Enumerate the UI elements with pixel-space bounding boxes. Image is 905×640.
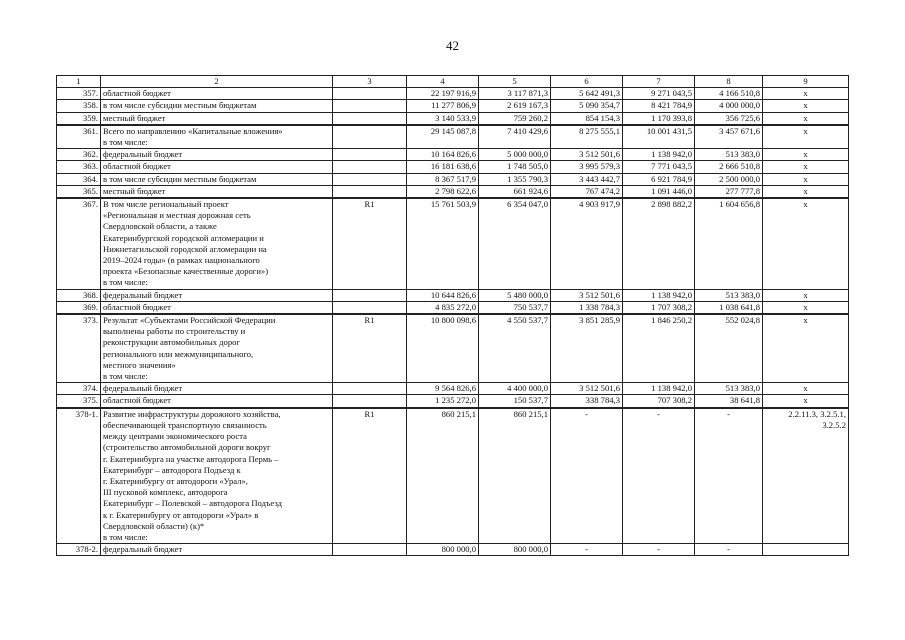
amount-cell-v8: 4 000 000,0 [695, 100, 763, 112]
table-row [57, 383, 849, 395]
amount-cell-v4: 2 798 622,6 [407, 185, 479, 198]
amount-cell-v7: 1 846 250,2 [623, 314, 695, 383]
row-name-line: Екатеринбургской городской агломерации и [103, 232, 264, 243]
row-name-cell [101, 112, 333, 125]
row-name-line: В том числе региональный проект [103, 199, 229, 210]
row-name-cell [101, 198, 333, 289]
row-name-cell [101, 544, 333, 556]
row-number-cell: 367. [57, 198, 101, 289]
reference-cell: x [763, 100, 849, 112]
amount-cell-v5: 860 215,1 [479, 408, 551, 544]
table-row [57, 395, 849, 408]
table-row [57, 314, 849, 383]
amount-cell-v6: 3 995 579,3 [551, 161, 623, 173]
row-name-line: между центрами экономического роста [103, 431, 247, 442]
amount-cell-v4: 15 761 503,9 [407, 198, 479, 289]
amount-cell-v7: - [623, 408, 695, 544]
amount-cell-v4: 10 644 826,6 [407, 289, 479, 301]
row-name-cell [101, 100, 333, 112]
amount-cell-v5: 7 410 429,6 [479, 125, 551, 149]
reference-cell: x [763, 289, 849, 301]
amount-cell-v5: 2 619 167,3 [479, 100, 551, 112]
row-name-line: обеспечивающей транспортную связанность [103, 419, 267, 430]
reference-cell: x [763, 301, 849, 314]
amount-cell-v5: 800 000,0 [479, 544, 551, 556]
code-cell [333, 88, 407, 100]
reference-cell: x [763, 161, 849, 173]
amount-cell-v8: 38 641,8 [695, 395, 763, 408]
table-body [57, 88, 849, 556]
row-name-line: (строительство автомобильной дороги вокруг [103, 442, 271, 453]
amount-cell-v6: 3 443 442,7 [551, 173, 623, 185]
row-number-cell: 378-2. [57, 544, 101, 556]
table-row [57, 544, 849, 556]
row-name-line: к г. Екатеринбургу от автодороги «Урал» в [103, 509, 259, 520]
amount-cell-v5: 4 550 537,7 [479, 314, 551, 383]
amount-cell-v5: 4 400 000,0 [479, 383, 551, 395]
row-number-cell: 373. [57, 314, 101, 383]
amount-cell-v6: 8 275 555,1 [551, 125, 623, 149]
amount-cell-v7: 2 898 882,2 [623, 198, 695, 289]
code-cell [333, 544, 407, 556]
amount-cell-v7: 8 421 784,9 [623, 100, 695, 112]
amount-cell-v8: 3 457 671,6 [695, 125, 763, 149]
amount-cell-v5: 759 260,2 [479, 112, 551, 125]
code-cell [333, 301, 407, 314]
reference-cell: x [763, 125, 849, 149]
column-header: 6 [551, 76, 623, 88]
row-name-line: Нижнетагильской городской агломерации на [103, 243, 267, 254]
column-header: 4 [407, 76, 479, 88]
table-row [57, 161, 849, 173]
table-row [57, 149, 849, 161]
table-row [57, 301, 849, 314]
code-cell: R1 [333, 198, 407, 289]
reference-cell: x [763, 149, 849, 161]
row-name-line: областной бюджет [103, 395, 171, 406]
column-header: 1 [57, 76, 101, 88]
amount-cell-v7: - [623, 544, 695, 556]
reference-cell: x [763, 395, 849, 408]
page-number: 42 [446, 38, 459, 53]
amount-cell-v4: 1 235 272,0 [407, 395, 479, 408]
amount-cell-v7: 1 138 942,0 [623, 289, 695, 301]
row-name-line: Екатеринбург – автодорога Подъезд к [103, 464, 241, 475]
amount-cell-v8: 2 500 000,0 [695, 173, 763, 185]
code-cell [333, 125, 407, 149]
row-name-line: местный бюджет [103, 185, 166, 196]
amount-cell-v7: 1 138 942,0 [623, 383, 695, 395]
amount-cell-v6: 3 851 285,9 [551, 314, 623, 383]
amount-cell-v8: 1 604 656,8 [695, 198, 763, 289]
row-name-line: Всего по направлению «Капитальные вложения» [103, 125, 283, 136]
column-header: 5 [479, 76, 551, 88]
column-header: 3 [333, 76, 407, 88]
row-name-line: федеральный бюджет [103, 149, 183, 160]
row-name-line: проекта «Безопасные качественные дороги») [103, 266, 269, 277]
amount-cell-v5: 750 537,7 [479, 301, 551, 314]
row-name-line: местный бюджет [103, 112, 166, 123]
row-name-cell [101, 289, 333, 301]
amount-cell-v7: 1 170 393,8 [623, 112, 695, 125]
row-number-cell: 362. [57, 149, 101, 161]
row-name-cell [101, 88, 333, 100]
amount-cell-v4: 4 835 272,0 [407, 301, 479, 314]
code-cell [333, 383, 407, 395]
row-number-cell: 365. [57, 185, 101, 198]
amount-cell-v4: 860 215,1 [407, 408, 479, 544]
table-row [57, 112, 849, 125]
column-header: 7 [623, 76, 695, 88]
reference-cell: x [763, 88, 849, 100]
amount-cell-v5: 3 117 871,3 [479, 88, 551, 100]
amount-cell-v4: 9 564 826,6 [407, 383, 479, 395]
amount-cell-v4: 8 367 517,9 [407, 173, 479, 185]
row-name-line: выполнены работы по строительству и [103, 326, 246, 337]
code-cell: R1 [333, 314, 407, 383]
row-name-line: Результат «Субъектами Российской Федерации [103, 315, 276, 326]
code-cell [333, 395, 407, 408]
row-name-cell [101, 408, 333, 544]
amount-cell-v5: 5 000 000,0 [479, 149, 551, 161]
row-name-line: Развитие инфраструктуры дорожного хозяйства, [103, 408, 281, 419]
amount-cell-v6: 5 090 354,7 [551, 100, 623, 112]
amount-cell-v6: 767 474,2 [551, 185, 623, 198]
reference-cell: x [763, 173, 849, 185]
amount-cell-v7: 1 138 942,0 [623, 149, 695, 161]
code-cell [333, 289, 407, 301]
amount-cell-v7: 10 001 431,5 [623, 125, 695, 149]
reference-cell: x [763, 198, 849, 289]
row-name-line: «Региональная и местная дорожная сеть [103, 210, 251, 221]
row-name-line: Свердловской области, а также [103, 221, 217, 232]
amount-cell-v8: - [695, 544, 763, 556]
amount-cell-v4: 10 800 098,6 [407, 314, 479, 383]
amount-cell-v4: 22 197 916,9 [407, 88, 479, 100]
amount-cell-v4: 16 181 638,6 [407, 161, 479, 173]
amount-cell-v6: 338 784,3 [551, 395, 623, 408]
amount-cell-v5: 661 924,6 [479, 185, 551, 198]
code-cell [333, 100, 407, 112]
row-name-cell [101, 185, 333, 198]
row-name-line: федеральный бюджет [103, 383, 183, 394]
row-number-cell: 368. [57, 289, 101, 301]
column-header: 2 [101, 76, 333, 88]
code-cell [333, 149, 407, 161]
row-name-line: Свердловской области) (к)* [103, 520, 205, 531]
row-name-cell [101, 161, 333, 173]
table-row [57, 100, 849, 112]
row-name-line: в том числе субсидии местным бюджетам [103, 173, 257, 184]
table-row [57, 289, 849, 301]
row-name-line: федеральный бюджет [103, 289, 183, 300]
amount-cell-v7: 1 091 446,0 [623, 185, 695, 198]
amount-cell-v6: 5 642 491,3 [551, 88, 623, 100]
row-name-cell [101, 301, 333, 314]
row-name-line: 2019–2024 годы» (в рамках национального [103, 255, 260, 266]
amount-cell-v4: 29 145 087,8 [407, 125, 479, 149]
row-name-line: в том числе: [103, 277, 148, 288]
reference-cell [763, 544, 849, 556]
amount-cell-v5: 6 354 047,0 [479, 198, 551, 289]
amount-cell-v8: 552 024,8 [695, 314, 763, 383]
row-name-line: областной бюджет [103, 301, 171, 312]
amount-cell-v4: 800 000,0 [407, 544, 479, 556]
amount-cell-v4: 10 164 826,6 [407, 149, 479, 161]
amount-cell-v6: 4 903 917,9 [551, 198, 623, 289]
amount-cell-v5: 1 355 790,3 [479, 173, 551, 185]
row-number-cell: 378-1. [57, 408, 101, 544]
row-name-line: в том числе: [103, 137, 148, 148]
amount-cell-v6: 3 512 501,6 [551, 149, 623, 161]
row-number-cell: 369. [57, 301, 101, 314]
row-name-line: в том числе: [103, 371, 148, 382]
amount-cell-v8: 2 666 510,8 [695, 161, 763, 173]
row-name-line: реконструкции автомобильных дорог [103, 337, 240, 348]
table-row [57, 408, 849, 544]
amount-cell-v8: 513 383,0 [695, 149, 763, 161]
amount-cell-v6: 3 512 501,6 [551, 289, 623, 301]
amount-cell-v4: 11 277 806,9 [407, 100, 479, 112]
row-name-line: местного значения» [103, 359, 176, 370]
row-name-line: регионального или межмуниципального, [103, 348, 254, 359]
row-name-line: в том числе субсидии местным бюджетам [103, 100, 257, 111]
amount-cell-v8: 513 383,0 [695, 383, 763, 395]
amount-cell-v8: - [695, 408, 763, 544]
amount-cell-v7: 9 271 043,5 [623, 88, 695, 100]
code-cell [333, 185, 407, 198]
row-number-cell: 363. [57, 161, 101, 173]
amount-cell-v4: 3 140 533,9 [407, 112, 479, 125]
row-name-cell [101, 314, 333, 383]
code-cell [333, 112, 407, 125]
code-cell [333, 161, 407, 173]
amount-cell-v7: 1 707 308,2 [623, 301, 695, 314]
amount-cell-v7: 7 771 043,5 [623, 161, 695, 173]
row-name-cell [101, 395, 333, 408]
amount-cell-v5: 1 748 505,0 [479, 161, 551, 173]
reference-cell: x [763, 383, 849, 395]
reference-cell: x [763, 314, 849, 383]
row-name-line: областной бюджет [103, 88, 171, 99]
table-row [57, 125, 849, 149]
row-name-line: III пусковой комплекс, автодорога [103, 487, 228, 498]
row-name-line: областной бюджет [103, 161, 171, 172]
row-number-cell: 359. [57, 112, 101, 125]
amount-cell-v6: 1 338 784,3 [551, 301, 623, 314]
column-number-row [57, 76, 849, 88]
row-number-cell: 357. [57, 88, 101, 100]
row-name-line: в том числе: [103, 531, 148, 542]
code-cell [333, 173, 407, 185]
column-header: 8 [695, 76, 763, 88]
row-name-line: г. Екатеринбургу от автодороги «Урал», [103, 475, 248, 486]
amount-cell-v7: 6 921 784,9 [623, 173, 695, 185]
row-number-cell: 374. [57, 383, 101, 395]
table-row [57, 88, 849, 100]
row-name-cell [101, 383, 333, 395]
row-number-cell: 358. [57, 100, 101, 112]
amount-cell-v8: 277 777,8 [695, 185, 763, 198]
amount-cell-v5: 5 480 000,0 [479, 289, 551, 301]
amount-cell-v8: 356 725,6 [695, 112, 763, 125]
amount-cell-v7: 707 308,2 [623, 395, 695, 408]
row-name-line: г. Екатеринбурга на участке автодорога Пермь – [103, 453, 279, 464]
reference-cell: x [763, 185, 849, 198]
amount-cell-v8: 4 166 510,8 [695, 88, 763, 100]
table-row [57, 173, 849, 185]
row-number-cell: 361. [57, 125, 101, 149]
reference-cell: 2.2.11.3, 3.2.5.1, 3.2.5.2 [763, 408, 849, 544]
row-number-cell: 364. [57, 173, 101, 185]
row-name-cell [101, 149, 333, 161]
reference-cell: x [763, 112, 849, 125]
row-name-cell [101, 173, 333, 185]
amount-cell-v6: - [551, 408, 623, 544]
budget-table [56, 75, 849, 556]
table-row [57, 185, 849, 198]
table-row [57, 198, 849, 289]
row-name-cell [101, 125, 333, 149]
amount-cell-v6: - [551, 544, 623, 556]
amount-cell-v8: 1 038 641,8 [695, 301, 763, 314]
row-name-line: Екатеринбург – Полевской – автодорога Подъезд [103, 498, 282, 509]
amount-cell-v6: 3 512 501,6 [551, 383, 623, 395]
column-header: 9 [763, 76, 849, 88]
amount-cell-v6: 854 154,3 [551, 112, 623, 125]
code-cell: R1 [333, 408, 407, 544]
amount-cell-v8: 513 383,0 [695, 289, 763, 301]
amount-cell-v5: 150 537,7 [479, 395, 551, 408]
row-name-line: федеральный бюджет [103, 544, 183, 555]
row-number-cell: 375. [57, 395, 101, 408]
